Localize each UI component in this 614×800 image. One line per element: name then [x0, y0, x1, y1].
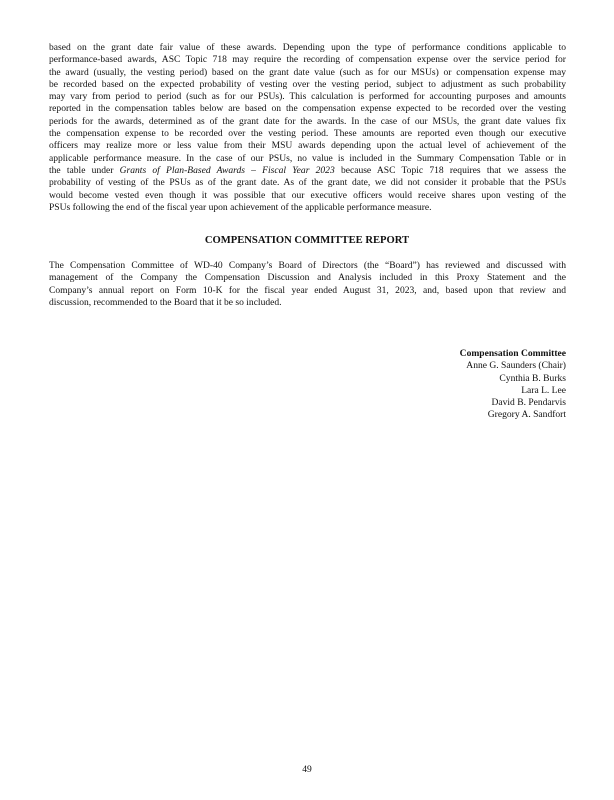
committee-member: David B. Pendarvis — [491, 397, 566, 409]
text-line: may vary from period to period (such as for our PSUs). This calculation is performed for accounting purposes and amounts — [49, 91, 566, 103]
committee-signature — [460, 348, 566, 422]
text-line: would become vested even though it was possible that our executive officers would receive shares upon vesting of the — [49, 189, 566, 201]
text-line: The Compensation Committee of WD-40 Company’s Board of Directors (the “Board”) has reviewed and discussed with — [49, 260, 566, 271]
committee-member: Cynthia B. Burks — [499, 372, 566, 384]
paragraph-award-valuation — [49, 42, 566, 214]
text-segment: the table under — [49, 164, 120, 176]
signature-title: Compensation Committee — [459, 348, 566, 359]
text-line: PSUs following the end of the fiscal year upon achievement of the applicable performance measure. — [49, 201, 432, 213]
section-heading: COMPENSATION COMMITTEE REPORT — [204, 235, 410, 246]
committee-member: Lara L. Lee — [521, 384, 566, 396]
italic-table-reference: Grants of Plan-Based Awards – Fiscal Year 2023 — [119, 164, 335, 176]
page-number: 49 — [302, 764, 312, 775]
text-line: based on the grant date fair value of these awards. Depending upon the type of performance conditions applicable to — [49, 42, 566, 53]
text-line: be recorded based on the expected probability of vesting over the vesting period, subject to adjustment as such probability — [49, 78, 566, 90]
text-line — [49, 165, 566, 177]
text-line: the award (usually, the vesting period) based on the grant date value (such as for our MSUs) or compensation expense may — [49, 66, 566, 78]
text-line: reported in the compensation tables below are based on the compensation expense expected to be recorded over the vesting — [49, 103, 566, 115]
text-line: performance-based awards, ASC Topic 718 may require the recording of compensation expense over the service period for — [49, 54, 566, 66]
text-line: officers may realize more or less value from their MSU awards depending upon the actual level of achievement of the — [49, 140, 566, 152]
text-line: the compensation expense to be recorded over the vesting period. These amounts are reported even though our executive — [49, 128, 566, 140]
text-line: management of the Company the Compensation Discussion and Analysis included in this Proxy Statement and the — [49, 272, 566, 284]
text-line: periods for the awards, determined as of the grant date for the awards. In the case of our MSUs, the grant date values fix — [49, 115, 566, 127]
committee-member: Anne G. Saunders (Chair) — [466, 360, 566, 372]
text-line: applicable performance measure. In the case of our PSUs, no value is included in the Summary Compensation Table or in — [49, 152, 566, 164]
paragraph-committee-report — [49, 260, 566, 309]
text-line: Company’s annual report on Form 10-K for the fiscal year ended August 31, 2023, and, based upon that review and — [49, 284, 566, 296]
text-line: probability of vesting of the PSUs as of the grant date. As of the grant date, we did not consider it probable that the PSUs — [49, 177, 566, 189]
committee-member: Gregory A. Sandfort — [487, 409, 566, 421]
text-segment: because ASC Topic 718 requires that we assess the — [334, 164, 566, 176]
text-line: discussion, recommended to the Board that it be so included. — [49, 296, 282, 308]
